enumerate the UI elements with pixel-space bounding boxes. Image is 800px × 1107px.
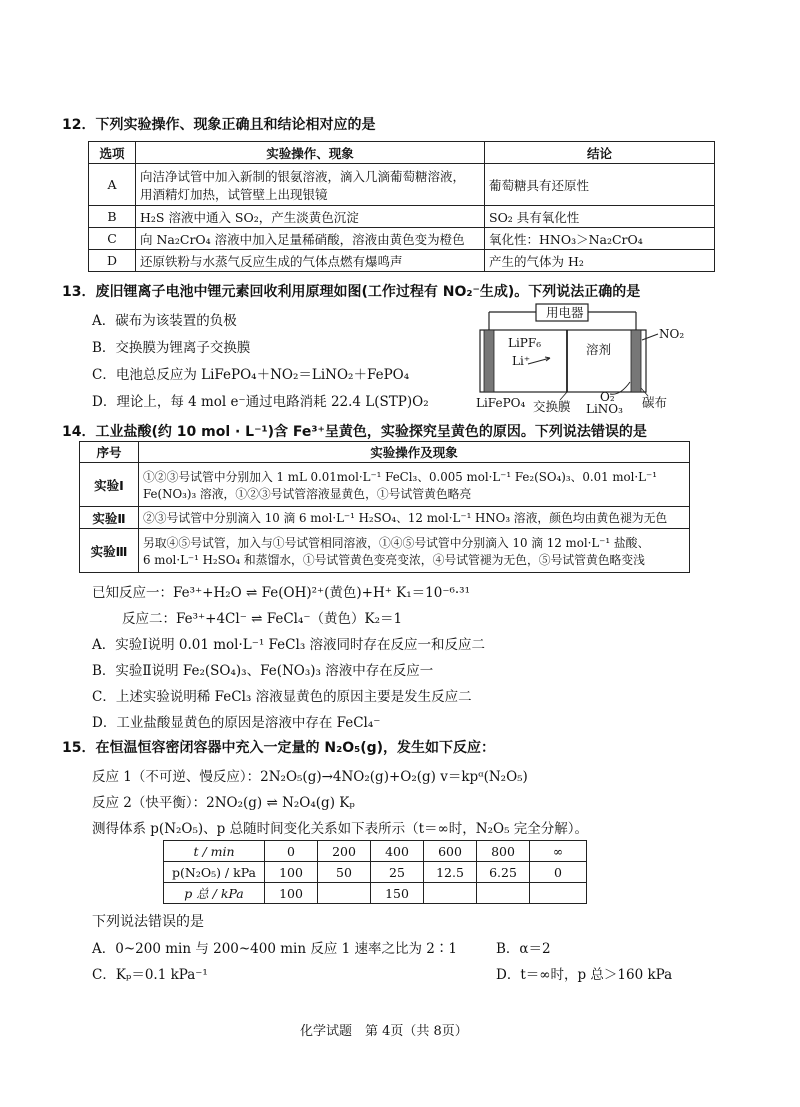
q14-op-line: 另取④⑤号试管，加入与①号试管相同溶液，①④⑤号试管中分别滴入 10 滴 12 mol·L⁻¹ 盐酸、 [143, 535, 650, 550]
q12-row-conclusion: SO₂ 具有氧化性 [485, 206, 715, 228]
q12-row-conclusion: 氧化性：HNO₃＞Na₂CrO₄ [485, 228, 715, 250]
q12-row-operation: 向 Na₂CrO₄ 溶液中加入足量稀硝酸，溶液由黄色变为橙色 [136, 228, 485, 250]
q12-row-option: B [89, 206, 136, 228]
q14-option-c: C．上述实验说明稀 FeCl₃ 溶液显黄色的原因主要是发生反应二 [92, 689, 472, 705]
q12-header-option: 选项 [89, 142, 136, 164]
q15-cell [530, 883, 587, 904]
q15-cell: 150 [371, 883, 424, 904]
q12-title: 12．下列实验操作、现象正确且和结论相对应的是 [62, 117, 376, 133]
page-footer: 化学试题 第 4页（共 8页） [300, 1024, 468, 1039]
q13-option-c: C．电池总反应为 LiFePO₄＋NO₂＝LiNO₂＋FePO₄ [92, 367, 410, 383]
q15-cell: 0 [265, 841, 318, 862]
q15-cell: 100 [265, 883, 318, 904]
q15-cell: 12.5 [424, 862, 477, 883]
q15-reaction-2: 反应 2（快平衡）：2NO₂(g) ⇌ N₂O₄(g) Kₚ [92, 795, 355, 811]
q15-cell: 200 [318, 841, 371, 862]
table-row [164, 841, 587, 862]
no2-label: NO₂ [659, 327, 685, 341]
table-row [89, 250, 715, 272]
q14-op-line: ①②③号试管中分别加入 1 mL 0.01mol·L⁻¹ FeCl₃、0.005 mol·L⁻¹ Fe₂(SO₄)₃、0.01 mol·L⁻¹ [143, 469, 657, 484]
q15-cell: 800 [477, 841, 530, 862]
q15-option-a: A．0~200 min 与 200~400 min 反应 1 速率之比为 2∶1 [92, 941, 457, 957]
q14-op-line: Fe(NO₃)₃ 溶液，①②③号试管溶液显黄色，①号试管黄色略亮 [143, 486, 472, 501]
q15-cell: 25 [371, 862, 424, 883]
q14-row-operation [139, 529, 690, 573]
q14-option-b: B．实验Ⅱ说明 Fe₂(SO₄)₃、Fe(NO₃)₃ 溶液中存在反应一 [92, 663, 434, 679]
q15-option-d: D．t＝∞时，p 总＞160 kPa [496, 967, 673, 983]
q14-header-operation: 实验操作及现象 [139, 442, 690, 463]
table-row [164, 862, 587, 883]
lifepo4-electrode [484, 330, 494, 392]
q15-cell: p(N₂O₅) / kPa [164, 862, 265, 883]
lipf6-label: LiPF₆ [508, 336, 542, 350]
q13-option-b: B．交换膜为锂离子交换膜 [92, 340, 251, 356]
q14-row-operation: ②③号试管中分别滴入 10 滴 6 mol·L⁻¹ H₂SO₄、12 mol·L⁻¹ HNO₃ 溶液，颜色均由黄色褪为无色 [139, 507, 690, 529]
table-row [89, 164, 715, 206]
q15-ask: 下列说法错误的是 [92, 914, 204, 930]
solvent-label: 溶剂 [586, 342, 612, 357]
q12-row-option: D [89, 250, 136, 272]
table-row [80, 507, 690, 529]
q14-known-1: 已知反应一：Fe³⁺+H₂O ⇌ Fe(OH)²⁺(黄色)+H⁺ K₁＝10⁻⁶·³¹ [92, 585, 471, 601]
appliance-label: 用电器 [546, 305, 584, 320]
table-row [89, 206, 715, 228]
q15-cell: t / min [164, 841, 265, 862]
table-row [80, 529, 690, 573]
q12-table [88, 141, 715, 272]
q15-option-b: B．α＝2 [496, 941, 551, 957]
q12-row-operation [136, 164, 485, 206]
q13-option-a: A．碳布为该装置的负极 [92, 313, 237, 329]
cell-container [480, 330, 646, 392]
li-ion-label: Li⁺ [512, 354, 531, 368]
q15-cell: 400 [371, 841, 424, 862]
q12-header-conclusion: 结论 [485, 142, 715, 164]
table-row [164, 883, 587, 904]
lifepo4-label: LiFePO₄ [476, 396, 526, 410]
q12-op-line: 向洁净试管中加入新制的银氨溶液，滴入几滴葡萄糖溶液， [140, 168, 466, 184]
q14-row-name: 实验Ⅲ [80, 529, 139, 573]
q12-header-operation: 实验操作、现象 [136, 142, 485, 164]
q12-row-option: C [89, 228, 136, 250]
q14-op-line: 6 mol·L⁻¹ H₂SO₄ 和蒸馏水，①号试管黄色变亮变浓，④号试管褪为无色，⑤号试管黄色略变浅 [143, 552, 645, 567]
q14-title: 14．工业盐酸(约 10 mol · L⁻¹)含 Fe³⁺呈黄色，实验探究呈黄色的原因。下列说法错误的是 [62, 424, 647, 440]
carbon-electrode [631, 330, 641, 392]
q14-table [79, 441, 690, 573]
q15-cell: p 总 / kPa [164, 883, 265, 904]
q15-cell: 0 [530, 862, 587, 883]
q15-cell: 50 [318, 862, 371, 883]
table-row [80, 463, 690, 507]
q15-intro: 测得体系 p(N₂O₅)、p 总随时间变化关系如下表所示（t＝∞时，N₂O₅ 完全分解）。 [92, 821, 589, 837]
q14-option-a: A．实验Ⅰ说明 0.01 mol·L⁻¹ FeCl₃ 溶液同时存在反应一和反应二 [92, 637, 486, 653]
q15-cell [477, 883, 530, 904]
q15-cell: 100 [265, 862, 318, 883]
q12-row-conclusion: 葡萄糖具有还原性 [485, 164, 715, 206]
carbon-label: 碳布 [642, 395, 668, 410]
q14-row-name: 实验Ⅱ [80, 507, 139, 529]
q15-cell: ∞ [530, 841, 587, 862]
membrane-label: 交换膜 [533, 399, 571, 414]
q12-op-line: 用酒精灯加热，试管壁上出现银镜 [140, 186, 328, 202]
q14-header-no: 序号 [80, 442, 139, 463]
q15-cell: 6.25 [477, 862, 530, 883]
q13-option-d: D．理论上，每 4 mol e⁻通过电路消耗 22.4 L(STP)O₂ [92, 394, 429, 410]
q14-known-2: 反应二：Fe³⁺+4Cl⁻ ⇌ FeCl₄⁻（黄色）K₂＝1 [122, 611, 403, 627]
q12-row-operation: H₂S 溶液中通入 SO₂，产生淡黄色沉淀 [136, 206, 485, 228]
q12-row-option: A [89, 164, 136, 206]
q15-option-c: C．Kₚ＝0.1 kPa⁻¹ [92, 967, 208, 983]
q15-table [163, 840, 587, 904]
q14-row-name: 实验Ⅰ [80, 463, 139, 507]
q15-title: 15．在恒温恒容密闭容器中充入一定量的 N₂O₅(g)，发生如下反应： [62, 740, 496, 756]
o2-label: O₂ [600, 390, 615, 404]
q15-cell [318, 883, 371, 904]
q14-row-operation [139, 463, 690, 507]
q13-title: 13．废旧锂离子电池中锂元素回收利用原理如图(工作过程有 NO₂⁻生成)。下列说法正确的是 [62, 284, 641, 300]
table-row [89, 228, 715, 250]
q12-row-operation: 还原铁粉与水蒸气反应生成的气体点燃有爆鸣声 [136, 250, 485, 272]
q12-row-conclusion: 产生的气体为 H₂ [485, 250, 715, 272]
q15-reaction-1: 反应 1（不可逆、慢反应）：2N₂O₅(g)→4NO₂(g)+O₂(g) v＝kpᵅ(N₂O₅) [92, 769, 528, 785]
q14-option-d: D．工业盐酸显黄色的原因是溶液中存在 FeCl₄⁻ [92, 715, 381, 731]
lino3-label: LiNO₃ [586, 402, 623, 416]
q15-cell [424, 883, 477, 904]
q15-cell: 600 [424, 841, 477, 862]
